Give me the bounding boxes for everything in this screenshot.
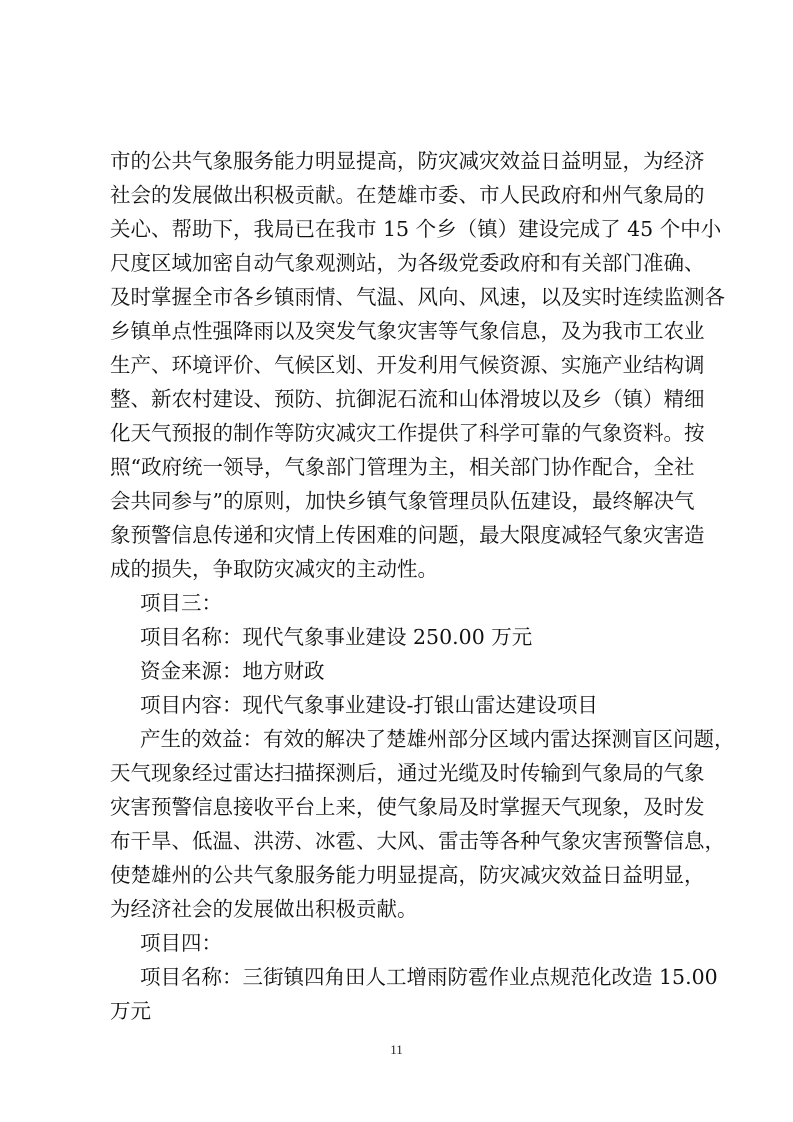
text-line: 资金来源：地方财政: [140, 659, 325, 683]
text-line: 社会的发展做出积极贡献。在楚雄市委、市人民政府和州气象局的: [110, 183, 705, 207]
text-line: 灾害预警信息接收平台上来，使气象局及时掌握天气现象，及时发: [110, 795, 705, 819]
text-line: 关心、帮助下，我局已在我市 15 个乡（镇）建设完成了 45 个中小: [110, 217, 722, 241]
text-line: 成的损失，争取防灾减灾的主动性。: [110, 557, 438, 581]
text-line: 产生的效益：有效的解决了楚雄州部分区域内雷达探测盲区问题，: [140, 727, 735, 751]
text-line: 为经济社会的发展做出积极贡献。: [110, 897, 418, 921]
text-line: 布干旱、低温、洪涝、冰雹、大风、雷击等各种气象灾害预警信息，: [110, 829, 725, 853]
text-line: 天气现象经过雷达扫描探测后，通过光缆及时传输到气象局的气象: [110, 761, 705, 785]
text-line: 万元: [110, 999, 151, 1023]
text-line: 整、新农村建设、预防、抗御泥石流和山体滑坡以及乡（镇）精细: [110, 387, 705, 411]
text-line: 使楚雄州的公共气象服务能力明显提高，防灾减灾效益日益明显，: [110, 863, 705, 887]
text-line: 生产、环境评价、气候区划、开发利用气候资源、实施产业结构调: [110, 353, 705, 377]
text-line: 会共同参与”的原则，加快乡镇气象管理员队伍建设，最终解决气: [110, 489, 695, 513]
text-line: 市的公共气象服务能力明显提高，防灾减灾效益日益明显，为经济: [110, 149, 705, 173]
text-line: 及时掌握全市各乡镇雨情、气温、风向、风速，以及实时连续监测各: [110, 285, 725, 309]
text-line: 化天气预报的制作等防灾减灾工作提供了科学可靠的气象资料。按: [110, 421, 705, 445]
text-line: 尺度区域加密自动气象观测站，为各级党委政府和有关部门准确、: [110, 251, 705, 275]
section-heading: 项目三：: [140, 591, 222, 615]
text-line: 项目名称：现代气象事业建设 250.00 万元: [140, 625, 533, 649]
text-line: 项目内容：现代气象事业建设-打银山雷达建设项目: [140, 693, 598, 717]
section-heading: 项目四：: [140, 931, 222, 955]
text-line: 项目名称：三街镇四角田人工增雨防雹作业点规范化改造 15.00: [140, 965, 718, 989]
page-number: 11: [390, 1042, 403, 1057]
text-line: 象预警信息传递和灾情上传困难的问题，最大限度减轻气象灾害造: [110, 523, 705, 547]
text-line: 乡镇单点性强降雨以及突发气象灾害等气象信息，及为我市工农业: [110, 319, 705, 343]
text-line: 照“政府统一领导，气象部门管理为主，相关部门协作配合，全社: [110, 455, 695, 479]
